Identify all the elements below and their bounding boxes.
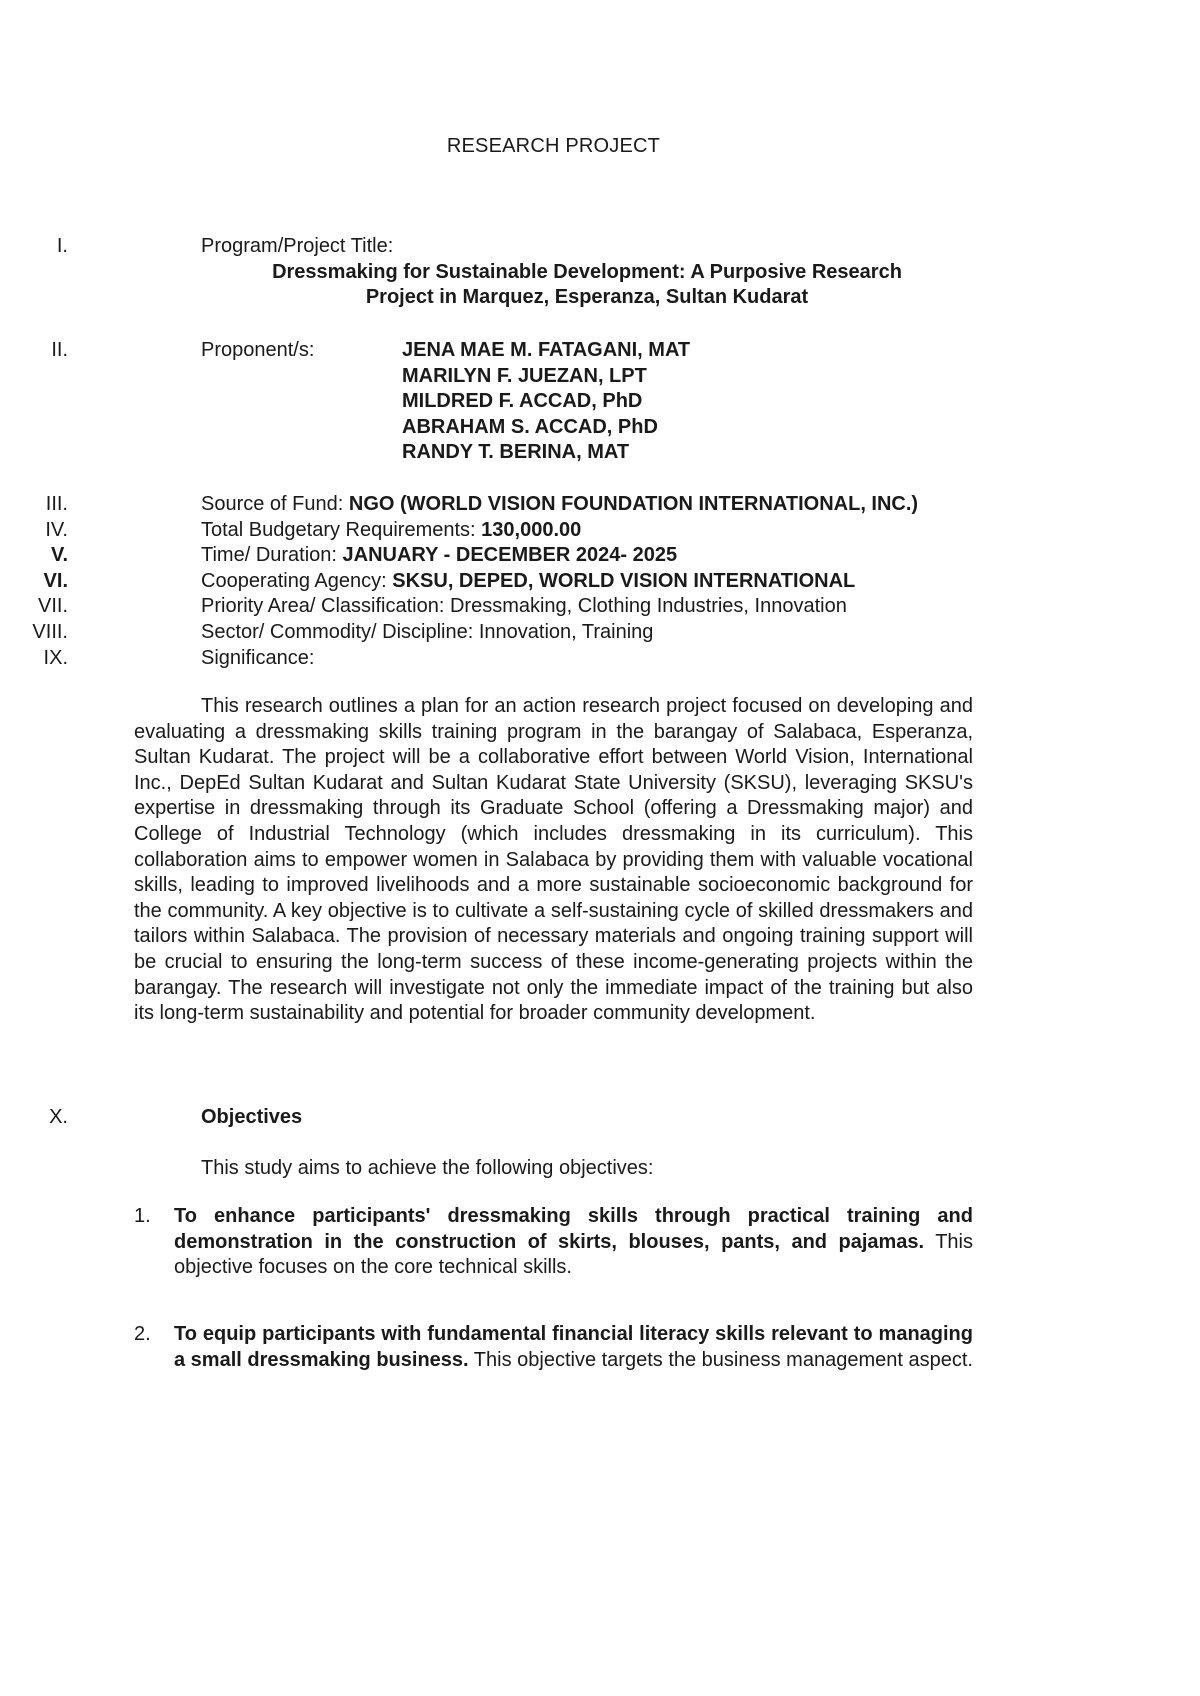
section-numeral: VII. <box>37 595 68 617</box>
proponents-label: Proponent/s: <box>201 339 315 361</box>
section-objectives <box>0 1105 1000 1131</box>
objectives-heading: Objectives <box>201 1106 303 1128</box>
section-source-of-fund <box>0 492 1000 518</box>
section-significance <box>0 646 1000 672</box>
objective-note: This objective focuses on the core technical skills. <box>174 1230 973 1279</box>
section-program-title <box>0 234 1000 260</box>
objective-note: This objective targets the business management aspect. <box>468 1348 973 1371</box>
detail-label: Priority Area/ Classification: Dressmaking, Clothing Industries, Innovation <box>201 595 847 617</box>
detail-value: 130,000.00 <box>481 519 582 541</box>
detail-label: Cooperating Agency: <box>201 570 393 592</box>
detail-label: Time/ Duration: <box>201 544 343 566</box>
section-numeral: X. <box>49 1106 68 1128</box>
detail-value: SKSU, DEPED, WORLD VISION INTERNATIONAL <box>392 570 856 592</box>
objective-number: 1. <box>134 1205 151 1227</box>
program-title-line-1: Dressmaking for Sustainable Development: A Purposive Research <box>272 261 902 283</box>
section-priority-area <box>0 594 1000 620</box>
section-numeral: V. <box>50 544 68 566</box>
section-numeral: VI. <box>43 570 68 592</box>
detail-value: JANUARY - DECEMBER 2024- 2025 <box>342 544 678 566</box>
section-duration <box>0 543 1000 569</box>
section-sector <box>0 620 1000 646</box>
document-title: RESEARCH PROJECT <box>446 135 661 157</box>
detail-value: NGO (WORLD VISION FOUNDATION INTERNATIONAL, INC.) <box>348 493 919 515</box>
objective-statement: To equip participants with fundamental financial literacy skills relevant to managing a small dressmaking business. <box>174 1323 973 1371</box>
objective-item <box>134 1322 973 1373</box>
detail-label: Sector/ Commodity/ Discipline: Innovation, Training <box>201 621 654 643</box>
section-budget <box>0 518 1000 544</box>
proponent-name: JENA MAE M. FATAGANI, MAT <box>402 339 691 361</box>
section-numeral: I. <box>56 235 68 257</box>
section-numeral: III. <box>45 493 68 515</box>
detail-label: Source of Fund: <box>201 493 349 515</box>
program-title-line-2: Project in Marquez, Esperanza, Sultan Kudarat <box>365 286 809 308</box>
detail-label: Significance: <box>201 647 315 669</box>
proponent-name: ABRAHAM S. ACCAD, PhD <box>402 416 658 438</box>
section-numeral: VIII. <box>32 621 68 643</box>
proponent-name: MARILYN F. JUEZAN, LPT <box>402 365 647 387</box>
proponent-name: MILDRED F. ACCAD, PhD <box>402 390 643 412</box>
section-cooperating-agency <box>0 569 1000 595</box>
proponent-name: RANDY T. BERINA, MAT <box>402 441 630 463</box>
detail-label: Total Budgetary Requirements: <box>201 519 482 541</box>
section-numeral: IX. <box>43 647 68 669</box>
significance-paragraph: This research outlines a plan for an action research project focused on developing and evaluating a dressmaking skills training program in the barangay of Salabaca, Esperanza, Sultan Kudarat. The project will be a collaborative effort between World Vision, International Inc., DepEd Sultan Kudarat and Sultan Kudarat State University (SKSU), leveraging SKSU's expertise in dressmaking through its Graduate School (offering a Dressmaking major) and College of Industrial Technology (which includes dressmaking in its curriculum). This collaboration aims to empower women in Salabaca by providing them with valuable vocational skills, leading to improved livelihoods and a more sustainable socioeconomic background for the community. A key objective is to cultivate a self-sustaining cycle of skilled dressmakers and tailors within Salabaca. The provision of necessary materials and ongoing training support will be crucial to ensuring the long-term success of these income-generating projects within the barangay. The research will investigate not only the immediate impact of the training but also its long-term sustainability and potential for broader community development. <box>134 695 973 1025</box>
section-numeral: II. <box>51 339 68 361</box>
program-title-label: Program/Project Title: <box>201 235 394 257</box>
objective-item <box>134 1204 973 1281</box>
objectives-intro: This study aims to achieve the following objectives: <box>201 1157 654 1179</box>
objective-number: 2. <box>134 1323 151 1345</box>
objective-statement: To enhance participants' dressmaking skills through practical training and demonstration in the construction of skirts, blouses, pants, and pajamas. <box>174 1205 973 1253</box>
section-numeral: IV. <box>45 519 68 541</box>
